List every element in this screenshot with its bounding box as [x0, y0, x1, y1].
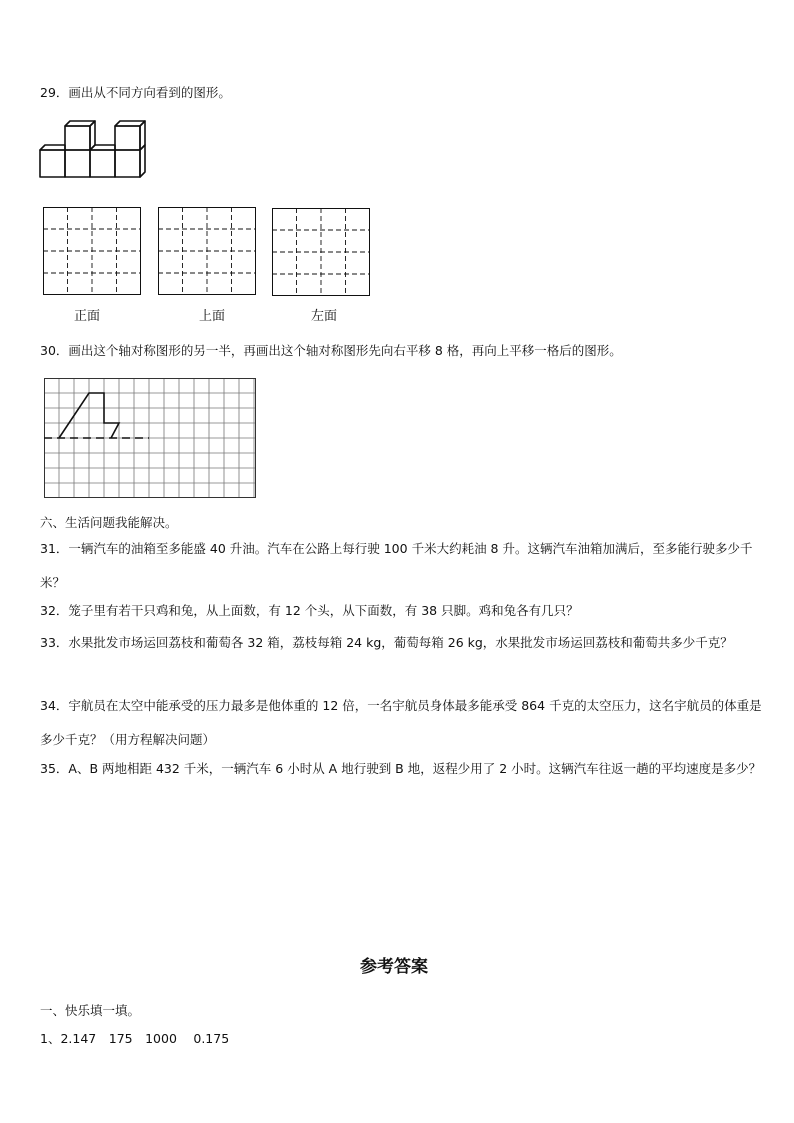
- question-30: 30．画出这个轴对称图形的另一半，再画出这个轴对称图形先向右平移 8 格，再向上平移一格后的图形。: [40, 343, 622, 358]
- view-label-left: 左面: [311, 309, 338, 324]
- view-label-front: 正面: [74, 309, 101, 324]
- answer-1: 1、2.147 175 1000 0.175: [40, 1031, 230, 1046]
- cube-figure: [38, 118, 154, 182]
- question-33: 33．水果批发市场运回荔枝和葡萄各 32 箱，荔枝每箱 24 kg，葡萄每箱 26 kg，水果批发市场运回荔枝和葡萄共多少千克？: [40, 635, 733, 650]
- view-grid-top: [158, 207, 256, 295]
- question-35: 35．A、B 两地相距 432 千米，一辆汽车 6 小时从 A 地行驶到 B 地，返程少用了 2 小时。这辆汽车往返一趟的平均速度是多少？: [40, 761, 762, 776]
- question-32: 32．笼子里有若干只鸡和兔，从上面数，有 12 个头，从下面数，有 38 只脚。鸡和兔各有几只？: [40, 603, 579, 618]
- question-34: 34．宇航员在太空中能承受的压力最多是他体重的 12 倍，一名宇航员身体最多能承受 864 千克的太空压力，这名宇航员的体重是多少千克？（用方程解决问题）: [40, 698, 762, 747]
- view-grid-left: [272, 208, 370, 296]
- answers-section-1: 一、快乐填一填。: [40, 1003, 141, 1018]
- section-6-title: 六、生活问题我能解决。: [40, 515, 178, 530]
- question-29: 29．画出从不同方向看到的图形。: [40, 85, 231, 100]
- view-label-top: 上面: [199, 309, 226, 324]
- symmetry-grid: [44, 378, 256, 498]
- view-grid-front: [43, 207, 141, 295]
- answers-title: 参考答案: [360, 957, 428, 977]
- question-31: 31．一辆汽车的油箱至多能盛 40 升油。汽车在公路上每行驶 100 千米大约耗油 8 升。这辆汽车油箱加满后，至多能行驶多少千米？: [40, 541, 753, 590]
